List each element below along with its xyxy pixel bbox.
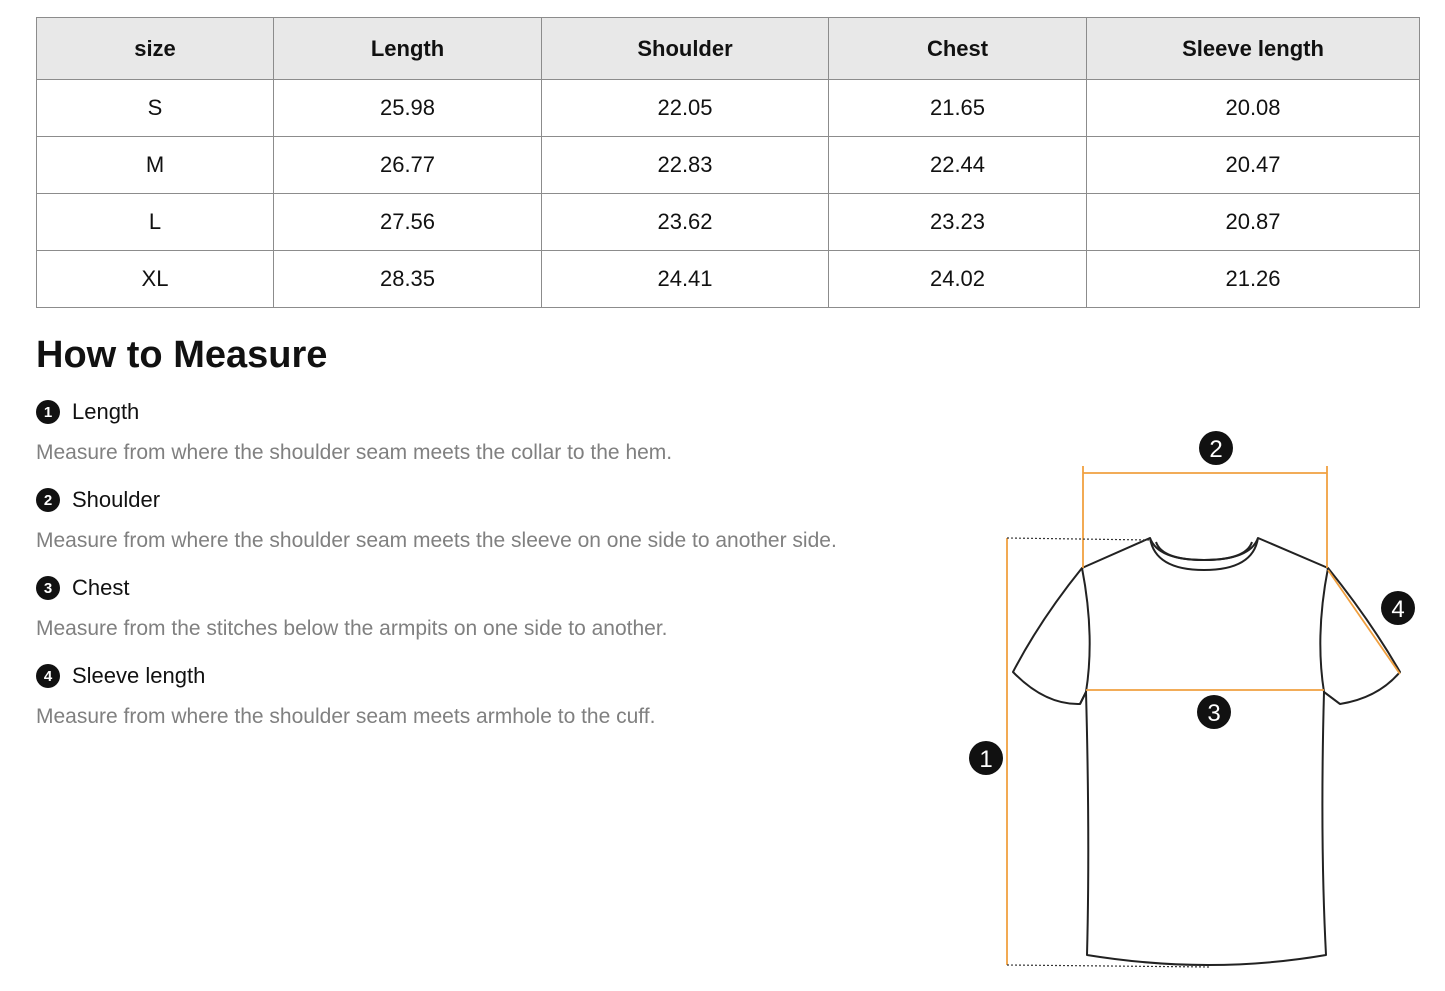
cell-shoulder: 24.41 [542, 251, 829, 308]
number-badge-icon: 1 [36, 400, 60, 424]
cell-size: M [37, 137, 274, 194]
header-shoulder: Shoulder [542, 18, 829, 80]
measure-item-name: Shoulder [72, 487, 161, 512]
measure-item-name: Length [72, 399, 140, 424]
callout-length-icon [969, 741, 1003, 775]
table-header-row [37, 18, 1420, 80]
measure-item-description: Measure from where the shoulder seam meets the sleeve on one side to another side. [36, 529, 837, 552]
length-top-guide [1007, 538, 1150, 540]
cell-shoulder: 22.83 [542, 137, 829, 194]
number-badge-icon: 2 [36, 488, 60, 512]
cell-length: 28.35 [274, 251, 542, 308]
measure-item-head [36, 658, 936, 694]
header-sleeve-length: Sleeve length [1087, 18, 1420, 80]
how-to-measure-section [36, 330, 936, 732]
cell-length: 26.77 [274, 137, 542, 194]
table-row [37, 80, 1420, 137]
tshirt-outline [1013, 538, 1400, 965]
measure-item-head [36, 482, 936, 518]
tshirt-icon [960, 420, 1430, 980]
header-length: Length [274, 18, 542, 80]
measure-item-description: Measure from where the shoulder seam meets armhole to the cuff. [36, 705, 656, 728]
cell-sleeve-length: 20.08 [1087, 80, 1420, 137]
number-badge-icon: 3 [36, 576, 60, 600]
cell-shoulder: 22.05 [542, 80, 829, 137]
guide-lines [1007, 538, 1210, 967]
cell-size: L [37, 194, 274, 251]
cell-length: 27.56 [274, 194, 542, 251]
measure-item-chest [36, 570, 936, 644]
header-size: size [37, 18, 274, 80]
svg-text:2: 2 [1209, 436, 1223, 463]
cell-sleeve-length: 20.87 [1087, 194, 1420, 251]
cell-chest: 21.65 [829, 80, 1087, 137]
cell-sleeve-length: 20.47 [1087, 137, 1420, 194]
measure-item-shoulder [36, 482, 936, 556]
header-chest: Chest [829, 18, 1087, 80]
measure-item-sleeve-length [36, 658, 936, 732]
measure-item-head [36, 570, 936, 606]
cell-length: 25.98 [274, 80, 542, 137]
cell-size: S [37, 80, 274, 137]
cell-shoulder: 23.62 [542, 194, 829, 251]
cell-chest: 22.44 [829, 137, 1087, 194]
cell-chest: 24.02 [829, 251, 1087, 308]
measure-item-length [36, 394, 936, 468]
svg-text:1: 1 [979, 746, 993, 773]
measure-item-head [36, 394, 936, 430]
cell-chest: 23.23 [829, 194, 1087, 251]
measure-item-description: Measure from the stitches below the armpits on one side to another. [36, 617, 668, 640]
callout-sleeve-icon [1381, 591, 1415, 625]
size-chart-table [36, 17, 1420, 308]
section-title: How to Measure [36, 334, 328, 376]
measure-item-name: Sleeve length [72, 663, 206, 688]
callout-chest-icon [1197, 695, 1231, 729]
measure-item-name: Chest [72, 575, 130, 600]
tshirt-measurement-diagram [960, 420, 1430, 980]
cell-size: XL [37, 251, 274, 308]
svg-text:3: 3 [1207, 700, 1221, 727]
table-row [37, 137, 1420, 194]
svg-text:4: 4 [1391, 596, 1405, 623]
table-row [37, 194, 1420, 251]
number-badge-icon: 4 [36, 664, 60, 688]
table-row [37, 251, 1420, 308]
measure-item-description: Measure from where the shoulder seam meets the collar to the hem. [36, 441, 673, 464]
cell-sleeve-length: 21.26 [1087, 251, 1420, 308]
callout-shoulder-icon [1199, 431, 1233, 465]
